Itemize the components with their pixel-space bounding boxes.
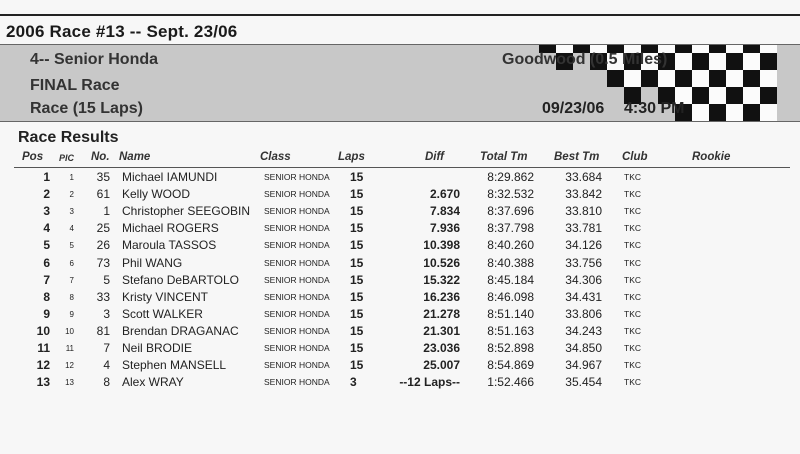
cell-pos: 12: [36, 358, 50, 373]
cell-no: 3: [103, 306, 110, 321]
checker-square: [709, 53, 726, 70]
cell-best: 34.243: [565, 323, 602, 338]
table-row: [14, 170, 790, 187]
cell-best: 33.756: [565, 255, 602, 270]
cell-laps: 15: [350, 306, 364, 321]
checker-square: [760, 45, 777, 53]
cell-best: 33.842: [565, 187, 602, 202]
cell-total: 8:37.696: [487, 204, 534, 219]
checker-square: [675, 70, 692, 87]
cell-pos: 13: [36, 375, 50, 390]
cell-club: TKC: [624, 240, 641, 251]
checker-square: [726, 45, 743, 53]
cell-no: 1: [103, 204, 110, 219]
table-row: [14, 358, 790, 375]
checker-square: [675, 53, 692, 70]
cell-best: 33.810: [565, 204, 602, 219]
cell-pic: 10: [65, 326, 74, 336]
cell-name: Christopher SEEGOBIN: [122, 204, 251, 219]
cell-class: SENIOR HONDA: [264, 291, 330, 302]
cell-diff: 16.236: [423, 289, 460, 304]
cell-club: TKC: [624, 325, 641, 336]
col-laps: Laps: [338, 151, 365, 163]
cell-pic: 9: [69, 309, 74, 319]
cell-pos: 11: [37, 341, 50, 355]
cell-pos: 3: [43, 204, 50, 219]
cell-name: Stefano DeBARTOLO: [122, 272, 239, 287]
cell-club: TKC: [624, 172, 641, 182]
cell-club: TKC: [624, 343, 641, 353]
col-total: Total Tm: [480, 151, 528, 163]
cell-diff: 7.834: [429, 204, 460, 219]
cell-laps: 15: [350, 238, 364, 253]
cell-pic: 5: [69, 241, 74, 251]
checker-square: [692, 70, 709, 87]
table-row: [14, 204, 790, 221]
cell-pic: 3: [69, 207, 74, 217]
cell-pos: 5: [43, 238, 50, 253]
col-no: No.: [91, 151, 110, 163]
cell-pos: 6: [43, 255, 50, 270]
cell-name: Michael ROGERS: [122, 221, 219, 236]
cell-no: 25: [96, 221, 110, 236]
cell-diff: 21.301: [423, 323, 460, 338]
title-bar: [0, 14, 800, 46]
race-time: 4:30 PM: [624, 100, 685, 117]
checker-square: [760, 70, 777, 87]
cell-class: SENIOR HONDA: [264, 308, 330, 319]
checker-square: [743, 53, 760, 70]
cell-total: 8:37.798: [487, 221, 534, 236]
checker-square: [726, 53, 743, 70]
cell-laps: 15: [350, 187, 364, 202]
checker-square: [607, 70, 624, 87]
checker-square: [692, 53, 709, 70]
table-row: [14, 324, 790, 341]
cell-no: 35: [96, 170, 110, 184]
checker-square: [726, 70, 743, 87]
cell-best: 34.431: [565, 289, 602, 304]
cell-best: 33.806: [565, 306, 602, 321]
session-name: FINAL Race: [30, 77, 120, 94]
track-name: Goodwood (0.5 Miles): [502, 51, 668, 68]
cell-diff: 21.278: [423, 306, 460, 321]
cell-diff: 7.936: [429, 221, 460, 236]
cell-name: Kristy VINCENT: [122, 289, 209, 304]
cell-pic: 8: [69, 292, 74, 302]
cell-name: Kelly WOOD: [122, 187, 191, 202]
checker-square: [709, 70, 726, 87]
checker-square: [760, 87, 777, 104]
cell-no: 26: [96, 238, 110, 253]
cell-class: SENIOR HONDA: [264, 223, 330, 234]
col-rookie: Rookie: [692, 151, 731, 163]
race-laps: Race (15 Laps): [30, 100, 143, 117]
cell-no: 5: [103, 272, 110, 287]
cell-total: 8:45.184: [487, 272, 534, 287]
checker-square: [641, 70, 658, 87]
table-row: [14, 238, 790, 255]
cell-best: 33.781: [565, 221, 602, 236]
cell-pic: 12: [65, 361, 74, 371]
section-title: Race Results: [18, 129, 119, 146]
col-best: Best Tm: [554, 151, 600, 163]
cell-pic: 7: [69, 275, 74, 285]
cell-diff: 10.398: [423, 238, 460, 253]
col-name: Name: [119, 151, 151, 163]
cell-diff: 23.036: [423, 341, 460, 355]
cell-club: TKC: [624, 360, 641, 371]
checker-square: [743, 70, 760, 87]
cell-club: TKC: [624, 223, 641, 234]
cell-laps: 15: [350, 170, 364, 184]
cell-club: TKC: [624, 257, 641, 268]
cell-total: 8:29.862: [487, 170, 534, 184]
checker-square: [658, 70, 675, 87]
cell-pic: 11: [65, 344, 74, 353]
checker-square: [743, 104, 760, 121]
cell-laps: 15: [350, 341, 364, 355]
cell-pic: 2: [69, 190, 74, 200]
cell-pos: 1: [43, 170, 50, 184]
table-row: [14, 290, 790, 307]
cell-best: 33.684: [565, 170, 602, 184]
table-row: [14, 221, 790, 238]
cell-pos: 8: [43, 289, 50, 304]
checker-square: [760, 53, 777, 70]
checker-square: [743, 45, 760, 53]
cell-pos: 2: [43, 187, 50, 202]
cell-pic: 4: [69, 224, 74, 234]
checker-square: [675, 45, 692, 53]
cell-diff: 10.526: [423, 255, 460, 270]
cell-class: SENIOR HONDA: [264, 343, 330, 353]
cell-pos: 9: [43, 306, 50, 321]
class-line: 4-- Senior Honda: [30, 51, 159, 68]
checker-square: [692, 104, 709, 121]
race-date: 09/23/06: [542, 100, 605, 117]
cell-name: Alex WRAY: [122, 375, 184, 390]
cell-no: 8: [103, 375, 110, 390]
cell-laps: 15: [350, 204, 364, 219]
cell-name: Michael IAMUNDI: [122, 170, 218, 184]
cell-club: TKC: [624, 377, 641, 388]
cell-name: Stephen MANSELL: [122, 358, 227, 373]
cell-class: SENIOR HONDA: [264, 206, 330, 217]
cell-best: 34.126: [565, 238, 602, 253]
cell-class: SENIOR HONDA: [264, 172, 330, 182]
cell-pos: 4: [43, 221, 50, 236]
col-class: Class: [260, 151, 291, 163]
cell-total: 8:54.869: [487, 358, 534, 373]
cell-total: 8:52.898: [487, 341, 534, 355]
cell-total: 8:40.260: [487, 238, 534, 253]
cell-club: TKC: [624, 206, 641, 217]
cell-club: TKC: [624, 308, 641, 319]
cell-pic: 6: [69, 258, 74, 268]
table-row: [14, 307, 790, 324]
checker-square: [743, 87, 760, 104]
cell-club: TKC: [624, 274, 641, 285]
cell-total: 8:51.163: [487, 323, 534, 338]
col-pic: PIC: [59, 153, 75, 163]
checker-square: [709, 104, 726, 121]
col-diff: Diff: [425, 151, 444, 163]
checker-square: [726, 104, 743, 121]
cell-pos: 10: [36, 323, 50, 338]
cell-class: SENIOR HONDA: [264, 360, 330, 371]
cell-club: TKC: [624, 291, 641, 302]
cell-class: SENIOR HONDA: [264, 325, 330, 336]
cell-best: 34.967: [565, 358, 602, 373]
checker-square: [726, 87, 743, 104]
cell-no: 7: [103, 341, 110, 355]
cell-class: SENIOR HONDA: [264, 257, 330, 268]
checker-square: [709, 45, 726, 53]
cell-best: 34.306: [565, 272, 602, 287]
cell-laps: 15: [350, 272, 364, 287]
col-pos: Pos: [22, 151, 44, 163]
cell-laps: 15: [350, 323, 364, 338]
cell-laps: 3: [350, 375, 357, 390]
cell-total: 8:46.098: [487, 289, 534, 304]
cell-class: SENIOR HONDA: [264, 377, 330, 388]
race-banner: [0, 44, 800, 122]
cell-total: 8:40.388: [487, 255, 534, 270]
cell-diff: 15.322: [423, 272, 460, 287]
table-row: [14, 273, 790, 290]
checker-square: [709, 87, 726, 104]
checker-square: [692, 45, 709, 53]
cell-diff: --12 Laps--: [399, 375, 460, 390]
cell-no: 4: [103, 358, 110, 373]
cell-diff: 25.007: [423, 358, 460, 373]
table-row: [14, 256, 790, 273]
cell-pic: 13: [65, 378, 74, 388]
cell-laps: 15: [350, 255, 364, 270]
cell-diff: 2.670: [429, 187, 460, 202]
cell-name: Maroula TASSOS: [122, 238, 217, 253]
cell-laps: 15: [350, 358, 364, 373]
cell-name: Scott WALKER: [122, 306, 203, 321]
checker-square: [760, 104, 777, 121]
cell-no: 73: [96, 255, 110, 270]
cell-class: SENIOR HONDA: [264, 189, 330, 200]
cell-pic: 1: [69, 173, 74, 182]
cell-club: TKC: [624, 189, 641, 200]
cell-name: Neil BRODIE: [122, 341, 193, 355]
checker-square: [692, 87, 709, 104]
cell-total: 8:32.532: [487, 187, 534, 202]
col-club: Club: [622, 151, 648, 163]
cell-laps: 15: [350, 289, 364, 304]
cell-best: 35.454: [565, 375, 602, 390]
cell-name: Phil WANG: [122, 255, 183, 270]
cell-total: 1:52.466: [487, 375, 534, 390]
cell-class: SENIOR HONDA: [264, 274, 330, 285]
cell-no: 33: [96, 289, 110, 304]
table-row: [14, 187, 790, 204]
page-title: 2006 Race #13 -- Sept. 23/06: [6, 22, 238, 41]
table-row: [14, 341, 790, 358]
checker-square: [624, 70, 641, 87]
table-header: [14, 151, 790, 168]
cell-no: 61: [96, 187, 110, 202]
table-row: [14, 375, 790, 392]
cell-total: 8:51.140: [487, 306, 534, 321]
cell-name: Brendan DRAGANAC: [122, 323, 239, 338]
cell-best: 34.850: [565, 341, 602, 355]
cell-laps: 15: [350, 221, 364, 236]
cell-class: SENIOR HONDA: [264, 240, 330, 251]
cell-pos: 7: [43, 272, 50, 287]
cell-no: 81: [96, 323, 110, 338]
